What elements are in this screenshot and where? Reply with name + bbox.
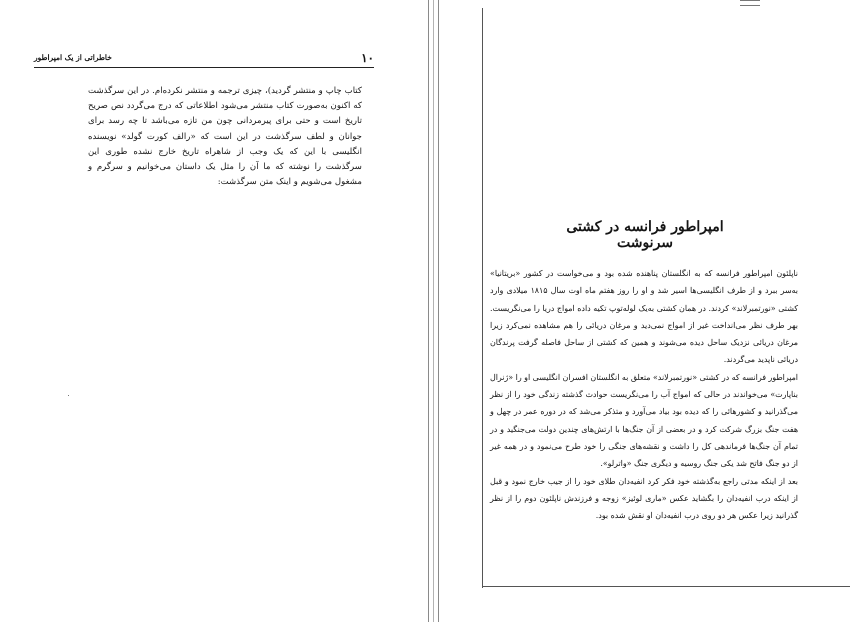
scan-top-marks xyxy=(740,0,760,6)
chapter-title: امپراطور فرانسه در کشتی سرنوشت xyxy=(566,219,724,251)
intro-paragraph: کتاب چاپ و منتشر گردید)، چیزی ترجمه و منتشر نکرده‌ام. در این سرگذشت که اکنون به‌صورت کتاب منتشر می‌شود اطلاعاتی که درج می‌گردد نص صریح تاریخ است و حتی برای پیرمردانی چون من تازه می‌باشد تا چه رسد برای جوانان و لطف سرگذشت در این است که «رالف کورت گولد» نویسنده انگلیسی با این که یک وجب از شاهراه تاریخ خارج نشده طوری این سرگذشت را نوشته که ما آن را مثل یک داستان می‌خوانیم و سرگرم و مشغول می‌شویم و اینک متن سرگذشت: xyxy=(88,86,362,188)
gutter-line xyxy=(428,0,429,622)
page-frame-bottom xyxy=(482,586,850,587)
gutter-line xyxy=(438,0,439,622)
left-page xyxy=(0,0,428,622)
chapter-paragraph: ناپلئون امپراطور فرانسه که به انگلستان پناهنده شده بود و می‌خواست در کشور «بریتانیا» به‌سر ببرد و از طرف انگلیسی‌ها اسیر شد و او را روز هفتم ماه اوت سال ۱۸۱۵ میلادی وارد کشتی «نورتمبرلاند» کردند. در همان کشتی به‌یک لوله‌توپ تکیه داده امواج دریا را می‌نگریست. بهر طرف نظر می‌انداخت غیر از امواج نمی‌دید و مرغان دریائی را هم مشاهده نمی‌کرد زیرا مرغان دریائی نزدیک ساحل دیده می‌شوند و همین که کشتی از ساحل فاصله گرفت پرندگان دریائی ناپدید می‌گردند. xyxy=(490,269,798,365)
gutter-line xyxy=(433,0,434,622)
chapter-body xyxy=(490,265,798,524)
chapter-paragraph: امپراطور فرانسه که در کشتی «نورتمبرلاند» متعلق به انگلستان افسران انگلیسی او را «ژنرال بناپارت» می‌خواندند در حالی که امواج آب را می‌نگریست حوادث گذشته زندگی خود را از نظر می‌گذرانید و کشورهائی را که دیده بود بیاد می‌آورد و متذکر می‌شد که در دوره عمر در چهل و هفت جنگ بزرگ شرکت کرد و در بعضی از آن جنگ‌ها با ارتش‌های چندین دولت می‌جنگید و در تمام آن جنگ‌ها فرماندهی کل را داشت و نقشه‌های جنگی را خود طرح می‌نمود و در همه غیر از دو جنگ فاتح شد یکی جنگ روسیه و دیگری جنگ «واترلو». xyxy=(490,372,798,469)
page-number: ۱۰ xyxy=(361,51,374,65)
scan-speck xyxy=(68,395,69,396)
running-header-bar xyxy=(34,53,374,68)
chapter-paragraph: بعد از اینکه مدتی راجع به‌گذشته خود فکر کرد انفیه‌دان طلای خود را از جیب خارج نمود و قبل از اینکه درب انفیه‌دان را بگشاید عکس «ماری لوئیز» زوجه و فرزندش ناپلئون دوم را از نظر گذرانید زیرا عکس هر دو روی درب انفیه‌دان او نقش شده بود. xyxy=(490,476,798,521)
page-frame-left xyxy=(482,8,483,588)
running-header-title: خاطراتی از یک امپراطور xyxy=(34,53,112,62)
